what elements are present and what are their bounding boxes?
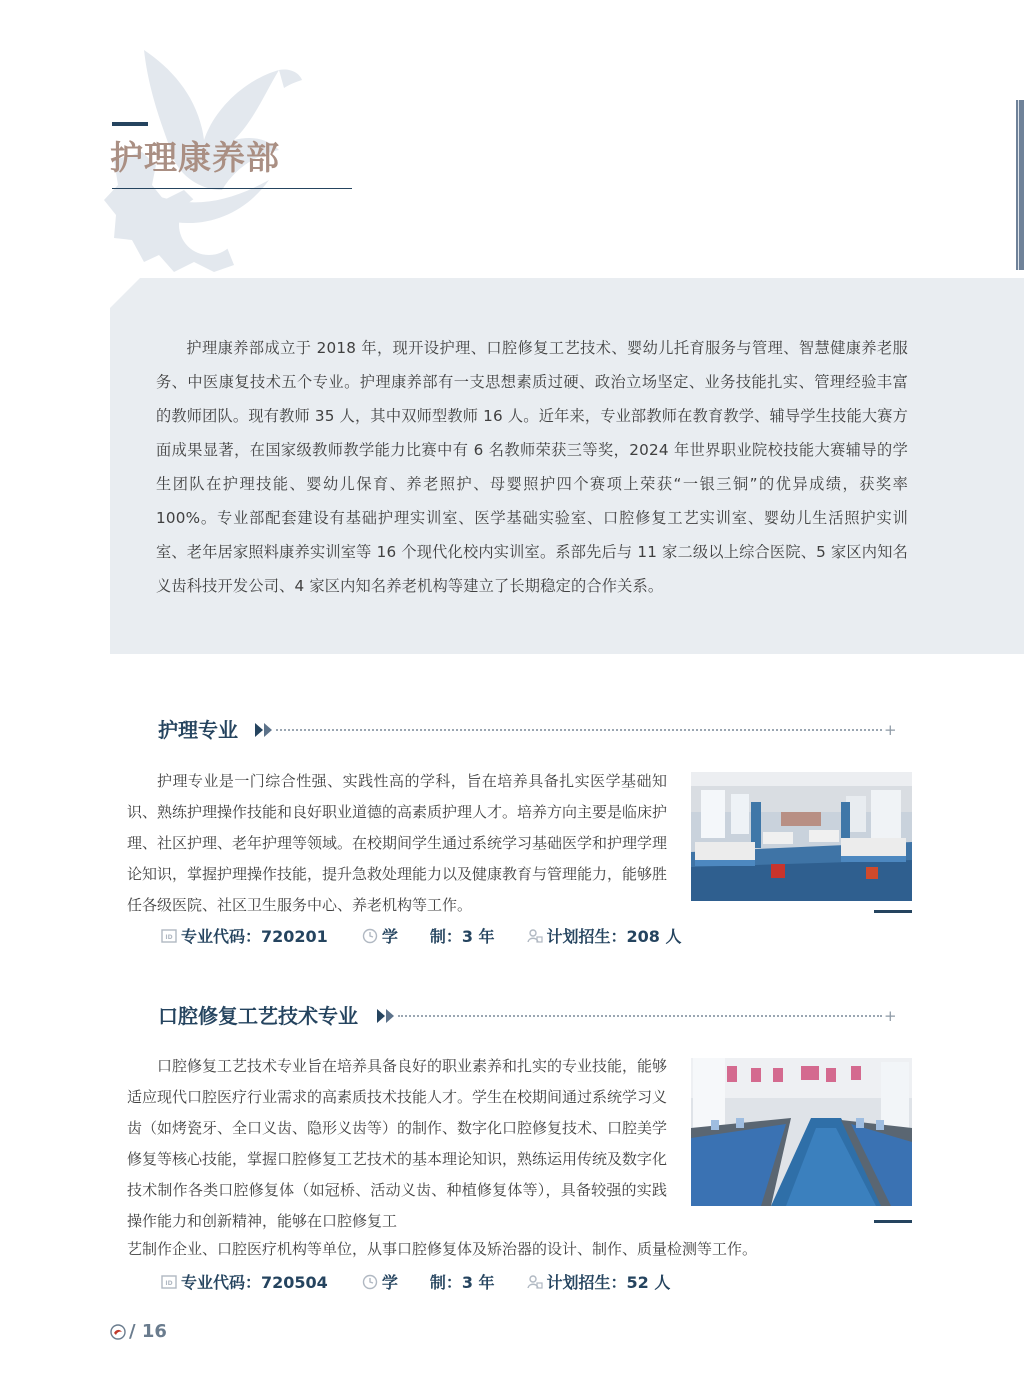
- title-underline: [112, 188, 352, 189]
- double-arrow-icon: [376, 1008, 396, 1024]
- major-title-dental: 口腔修复工艺技术专业: [158, 1004, 358, 1028]
- code-icon: [161, 928, 177, 944]
- facts-row-nursing: [161, 924, 682, 947]
- department-title: 护理康养部: [110, 138, 280, 177]
- svg-text:ID: ID: [165, 1279, 173, 1287]
- photo-accent-bar: [874, 1220, 912, 1223]
- code-icon: [161, 1274, 177, 1290]
- nursing-ward-photo: [691, 772, 912, 901]
- facts-row-dental: [161, 1270, 670, 1293]
- enrollment-icon: [527, 1274, 543, 1290]
- section-divider: [398, 1015, 882, 1017]
- photo-accent-bar: [874, 910, 912, 913]
- major-description-nursing: 护理专业是一门综合性强、实践性高的学科，旨在培养具备扎实医学基础知识、熟练护理操作技能和良好职业道德的高素质护理人才。培养方向主要是临床护理、社区护理、老年护理等领域。在校期间学生通过系统学习基础医学和护理学理论知识，掌握护理操作技能，提升急救处理能力以及健康教育与管理能力，能够胜任各级医院、社区卫生服务中心、养老机构等工作。: [127, 772, 668, 914]
- page-edge-strip: [1016, 100, 1024, 270]
- department-intro: 护理康养部成立于 2018 年，现开设护理、口腔修复工艺技术、婴幼儿托育服务与管理、智慧健康养老服务、中医康复技术五个专业。护理康养部有一支思想素质过硬、政治立场坚定、业务技能扎实、管理经验丰富的教师团队。现有教师 35 人，其中双师型教师 16 人。近年来，专业部教师在教育教学、辅导学生技能大赛方面成果显著，在国家级教师教学能力比赛中有 6 名教师荣获三等奖，2024 年世界职业院校技能大赛辅导的学生团队在护理技能、婴幼儿保育、养老照护、母婴照护四个赛项上荣获“一银三铜”的优异成绩，获奖率 100%。专业部配套建设有基础护理实训室、医学基础实验室、口腔修复工艺实训室、婴幼儿生活照护实训室、老年居家照料康养实训室等 16 个现代化校内实训室。系部先后与 11 家二级以上综合医院、5 家区内知名义齿科技开发公司、4 家区内知名养老机构等建立了长期稳定的合作关系。: [156, 339, 908, 595]
- major-duration: 学 制：3 年: [381, 1273, 495, 1292]
- major-description-dental-tail: 艺制作企业、口腔医疗机构等单位，从事口腔修复体及矫治器的设计、制作、质量检测等工作。: [127, 1240, 758, 1258]
- school-logo-icon: [110, 1324, 126, 1340]
- major-code: 专业代码：720201: [181, 927, 328, 946]
- major-title-nursing: 护理专业: [158, 718, 238, 742]
- major-description-dental: 口腔修复工艺技术专业旨在培养具备良好的职业素养和扎实的专业技能，能够适应现代口腔医疗行业需求的高素质技术技能人才。学生在校期间通过系统学习义齿（如烤瓷牙、全口义齿、隐形义齿等）的制作、数字化口腔修复技术、口腔美学修复等核心技能，掌握口腔修复工艺技术的基本理论知识，熟练运用传统及数字化技术制作各类口腔修复体（如冠桥、活动义齿、种植修复体等），具备较强的实践操作能力和创新精神，能够在口腔修复工: [127, 1057, 668, 1230]
- major-duration: 学 制：3 年: [381, 927, 495, 946]
- page-number-text: / 16: [129, 1321, 167, 1342]
- enrollment-icon: [527, 928, 543, 944]
- svg-text:ID: ID: [165, 933, 173, 941]
- major-code: 专业代码：720504: [181, 1273, 328, 1292]
- intro-panel-top: [140, 278, 1024, 308]
- dental-lab-photo: [691, 1058, 912, 1206]
- major-enrollment: 计划招生：208 人: [546, 927, 682, 946]
- page-number: [110, 1321, 167, 1342]
- plus-icon: +: [884, 721, 897, 739]
- plus-icon: +: [884, 1007, 897, 1025]
- title-accent-bar: [112, 122, 148, 126]
- clock-icon: [362, 928, 378, 944]
- major-enrollment: 计划招生：52 人: [546, 1273, 671, 1292]
- double-arrow-icon: [254, 722, 274, 738]
- section-divider: [276, 729, 882, 731]
- clock-icon: [362, 1274, 378, 1290]
